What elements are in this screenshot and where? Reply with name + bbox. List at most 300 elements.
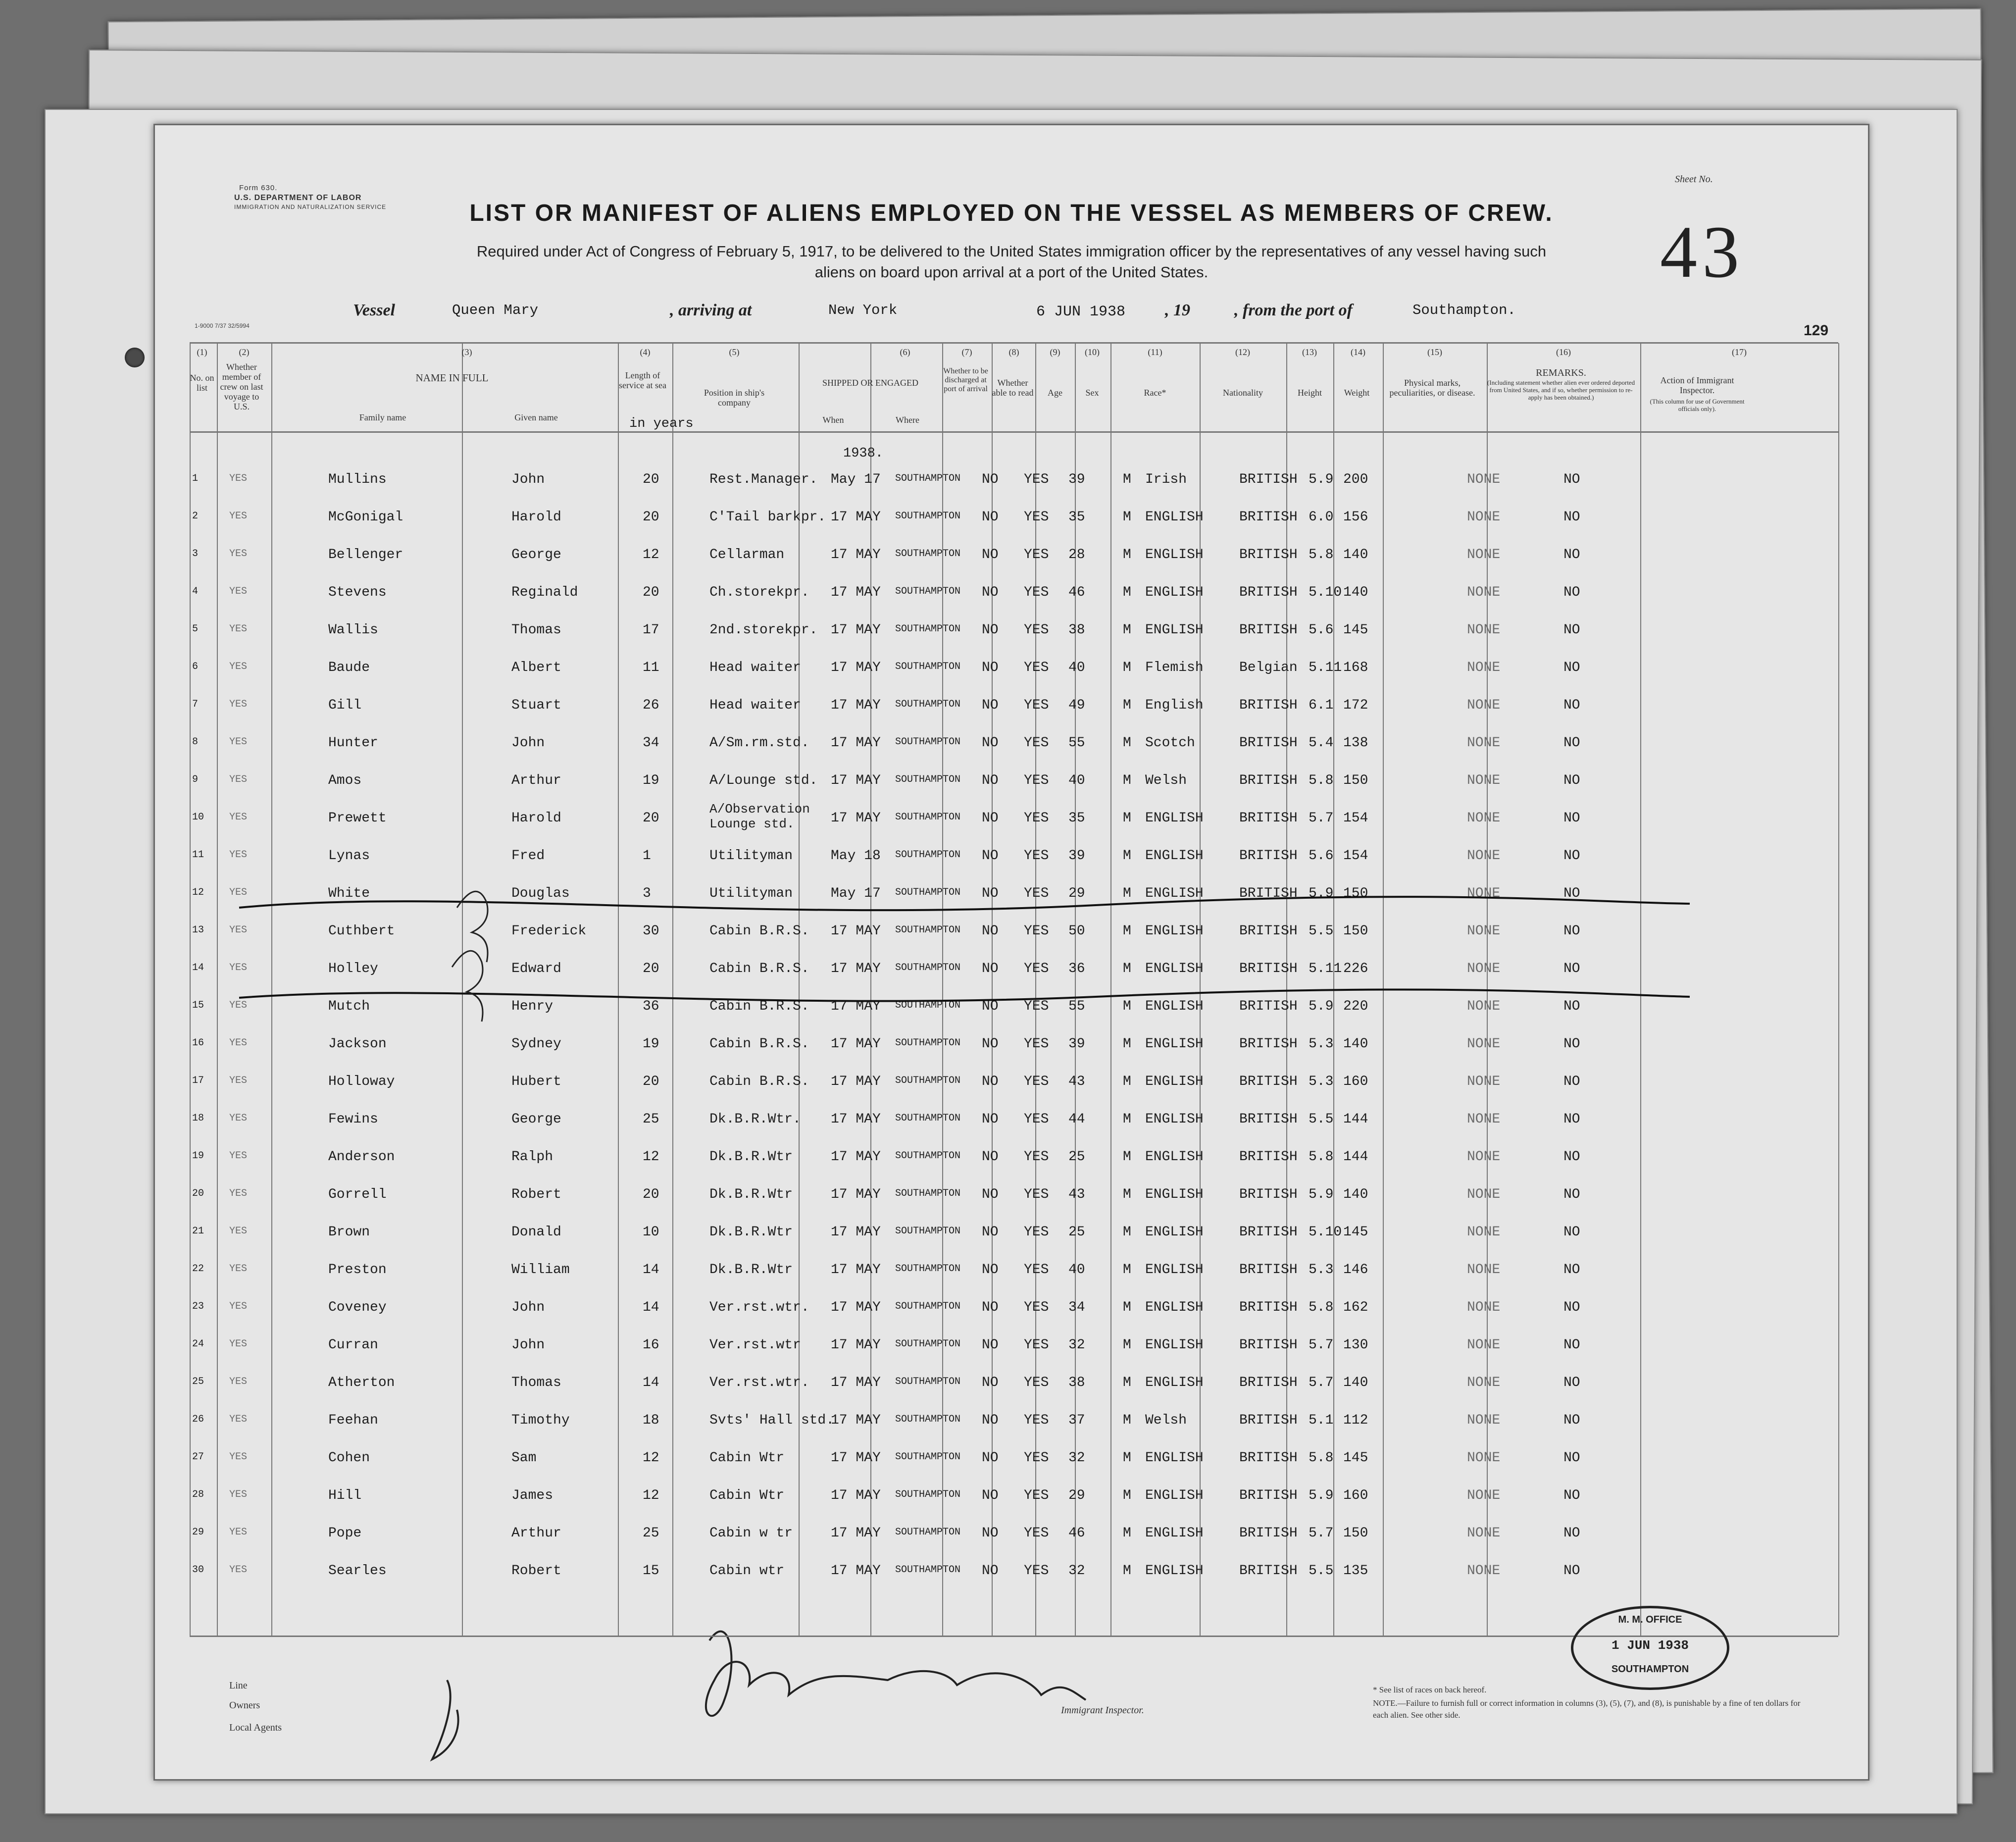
cell-row-number: 5 xyxy=(192,623,199,635)
cell-able-to-read: YES xyxy=(1024,1300,1049,1315)
cell-row-number: 23 xyxy=(192,1301,204,1312)
cell-physical-marks: NONE xyxy=(1467,1187,1501,1202)
cell-row-number: 16 xyxy=(192,1037,204,1049)
cell-family-name: Hunter xyxy=(328,735,378,751)
column-number: (17) xyxy=(1732,347,1747,357)
cell-able-to-read: YES xyxy=(1024,1225,1049,1240)
cell-able-to-read: YES xyxy=(1024,923,1049,939)
cell-length-of-service: 20 xyxy=(643,510,659,525)
cell-sex: M xyxy=(1123,1526,1131,1541)
cell-family-name: Cuthbert xyxy=(328,923,395,939)
cell-age: 43 xyxy=(1068,1074,1085,1089)
cell-discharged: NO xyxy=(982,773,999,788)
cell-nationality: BRITISH xyxy=(1239,1526,1298,1541)
cell-nationality: BRITISH xyxy=(1239,961,1298,976)
cell-able-to-read: YES xyxy=(1024,1563,1049,1579)
cell-position: Cabin wtr xyxy=(709,1563,785,1579)
cell-prev-voyage: YES xyxy=(229,887,248,898)
cell-remarks: NO xyxy=(1563,1225,1580,1240)
cell-prev-voyage: YES xyxy=(229,1150,248,1162)
cell-able-to-read: YES xyxy=(1024,1488,1049,1503)
col-header-family: Family name xyxy=(359,412,406,422)
cell-discharged: NO xyxy=(982,1300,999,1315)
cell-remarks: NO xyxy=(1563,999,1580,1014)
cell-height: 5.10 xyxy=(1309,1225,1342,1240)
cell-age: 40 xyxy=(1068,773,1085,788)
cell-able-to-read: YES xyxy=(1024,773,1049,788)
cell-position: A/Observation Lounge std. xyxy=(709,802,810,831)
col-header-no: No. on list xyxy=(190,373,214,393)
cell-height: 5.5 xyxy=(1309,1563,1334,1579)
cell-race: ENGLISH xyxy=(1145,547,1204,563)
footer-line-label: Line xyxy=(229,1680,248,1691)
stamp-top-text: M. M. OFFICE xyxy=(1618,1614,1682,1625)
cell-given-name: George xyxy=(511,547,561,563)
cell-weight: 168 xyxy=(1343,660,1368,675)
cell-discharged: NO xyxy=(982,1262,999,1278)
cell-family-name: McGonigal xyxy=(328,510,403,525)
cell-height: 5.11 xyxy=(1309,961,1342,976)
cell-length-of-service: 1 xyxy=(643,848,651,864)
cell-shipped-when: 17 MAY xyxy=(831,1375,881,1390)
cell-prev-voyage: YES xyxy=(229,623,248,635)
cell-shipped-where: SOUTHAMPTON xyxy=(895,473,961,484)
in-years-label: in years xyxy=(629,416,694,431)
cell-sex: M xyxy=(1123,1187,1131,1202)
cell-weight: 138 xyxy=(1343,735,1368,751)
cell-shipped-when: 17 MAY xyxy=(831,1300,881,1315)
cell-length-of-service: 12 xyxy=(643,547,659,563)
cell-remarks: NO xyxy=(1563,1187,1580,1202)
column-number: (16) xyxy=(1556,347,1571,357)
cell-shipped-where: SOUTHAMPTON xyxy=(895,1301,961,1312)
cell-able-to-read: YES xyxy=(1024,472,1049,487)
cell-remarks: NO xyxy=(1563,848,1580,864)
cell-given-name: Sydney xyxy=(511,1036,561,1052)
cell-age: 34 xyxy=(1068,1300,1085,1315)
cell-physical-marks: NONE xyxy=(1467,1413,1501,1428)
cell-able-to-read: YES xyxy=(1024,886,1049,901)
cell-age: 32 xyxy=(1068,1337,1085,1353)
cell-prev-voyage: YES xyxy=(229,1376,248,1387)
cell-row-number: 15 xyxy=(192,1000,204,1011)
cell-discharged: NO xyxy=(982,1337,999,1353)
cell-shipped-where: SOUTHAMPTON xyxy=(895,1376,961,1387)
cell-sex: M xyxy=(1123,735,1131,751)
cell-shipped-when: 17 MAY xyxy=(831,1036,881,1052)
cell-sex: M xyxy=(1123,1300,1131,1315)
col-header-action: Action of Immigrant Inspector. xyxy=(1660,375,1734,395)
office-stamp xyxy=(1571,1606,1729,1690)
cell-shipped-when: 17 MAY xyxy=(831,1262,881,1278)
cell-shipped-where: SOUTHAMPTON xyxy=(895,924,961,936)
cell-row-number: 27 xyxy=(192,1451,204,1463)
cell-race: ENGLISH xyxy=(1145,1563,1204,1579)
arriving-port: New York xyxy=(828,302,898,318)
cell-sex: M xyxy=(1123,660,1131,675)
subtitle-line: aliens on board upon arrival at a port of the United States. xyxy=(814,263,1209,281)
cell-length-of-service: 10 xyxy=(643,1225,659,1240)
cell-position: Cabin B.R.S. xyxy=(709,999,809,1014)
cell-shipped-when: May 18 xyxy=(831,848,881,864)
cell-remarks: NO xyxy=(1563,1262,1580,1278)
cell-weight: 140 xyxy=(1343,585,1368,600)
cell-prev-voyage: YES xyxy=(229,511,248,522)
cell-shipped-when: 17 MAY xyxy=(831,1563,881,1579)
cell-race: ENGLISH xyxy=(1145,1262,1204,1278)
cell-height: 5.8 xyxy=(1309,1300,1334,1315)
cell-able-to-read: YES xyxy=(1024,510,1049,525)
cell-physical-marks: NONE xyxy=(1467,1526,1501,1541)
cell-race: ENGLISH xyxy=(1145,848,1204,864)
cell-able-to-read: YES xyxy=(1024,1187,1049,1202)
cell-row-number: 4 xyxy=(192,586,199,597)
cell-shipped-where: SOUTHAMPTON xyxy=(895,1564,961,1576)
cell-sex: M xyxy=(1123,886,1131,901)
cell-nationality: BRITISH xyxy=(1239,1563,1298,1579)
cell-family-name: Preston xyxy=(328,1262,387,1278)
cell-height: 5.9 xyxy=(1309,886,1334,901)
cell-physical-marks: NONE xyxy=(1467,923,1501,939)
cell-remarks: NO xyxy=(1563,1488,1580,1503)
cell-remarks: NO xyxy=(1563,1149,1580,1165)
cell-physical-marks: NONE xyxy=(1467,1074,1501,1089)
cell-age: 44 xyxy=(1068,1112,1085,1127)
cell-discharged: NO xyxy=(982,1563,999,1579)
cell-nationality: BRITISH xyxy=(1239,1300,1298,1315)
col-header-length: Length of service at sea xyxy=(619,370,666,390)
cell-sex: M xyxy=(1123,773,1131,788)
cell-shipped-when: 17 MAY xyxy=(831,1187,881,1202)
cell-shipped-when: 17 MAY xyxy=(831,1225,881,1240)
cell-age: 50 xyxy=(1068,923,1085,939)
cell-position: Ver.rst.wtr. xyxy=(709,1300,809,1315)
cell-physical-marks: NONE xyxy=(1467,510,1501,525)
cell-shipped-when: May 17 xyxy=(831,886,881,901)
cell-family-name: Lynas xyxy=(328,848,370,864)
cell-given-name: Robert xyxy=(511,1187,561,1202)
cell-family-name: Mullins xyxy=(328,472,387,487)
cell-shipped-when: 17 MAY xyxy=(831,660,881,675)
column-number: (6) xyxy=(900,347,910,357)
cell-shipped-when: 17 MAY xyxy=(831,999,881,1014)
cell-age: 38 xyxy=(1068,1375,1085,1390)
cell-given-name: Timothy xyxy=(511,1413,570,1428)
cell-given-name: William xyxy=(511,1262,570,1278)
column-number: (2) xyxy=(239,347,250,357)
cell-length-of-service: 15 xyxy=(643,1563,659,1579)
cell-sex: M xyxy=(1123,622,1131,638)
cell-sex: M xyxy=(1123,811,1131,826)
cell-weight: 145 xyxy=(1343,1225,1368,1240)
cell-shipped-when: 17 MAY xyxy=(831,547,881,563)
cell-position: Head waiter xyxy=(709,698,801,713)
cell-given-name: Thomas xyxy=(511,1375,561,1390)
cell-length-of-service: 17 xyxy=(643,622,659,638)
cell-shipped-where: SOUTHAMPTON xyxy=(895,699,961,710)
cell-race: ENGLISH xyxy=(1145,1225,1204,1240)
cell-length-of-service: 20 xyxy=(643,472,659,487)
cell-physical-marks: NONE xyxy=(1467,1563,1501,1579)
cell-sex: M xyxy=(1123,1149,1131,1165)
cell-length-of-service: 30 xyxy=(643,923,659,939)
cell-remarks: NO xyxy=(1563,1375,1580,1390)
column-number: (7) xyxy=(961,347,972,357)
cell-position: Rest.Manager. xyxy=(709,472,818,487)
cell-shipped-when: 17 MAY xyxy=(831,585,881,600)
cell-family-name: Holloway xyxy=(328,1074,395,1089)
cell-height: 5.1 xyxy=(1309,1413,1334,1428)
cell-physical-marks: NONE xyxy=(1467,1036,1501,1052)
cell-prev-voyage: YES xyxy=(229,1564,248,1576)
cell-race: ENGLISH xyxy=(1145,1074,1204,1089)
inspector-label: Immigrant Inspector. xyxy=(1061,1705,1144,1716)
cell-discharged: NO xyxy=(982,622,999,638)
cell-nationality: BRITISH xyxy=(1239,1337,1298,1353)
cell-length-of-service: 20 xyxy=(643,585,659,600)
cell-family-name: Holley xyxy=(328,961,378,976)
cell-prev-voyage: YES xyxy=(229,1037,248,1049)
cell-race: Welsh xyxy=(1145,773,1187,788)
cell-length-of-service: 34 xyxy=(643,735,659,751)
cell-row-number: 24 xyxy=(192,1338,204,1350)
cell-physical-marks: NONE xyxy=(1467,472,1501,487)
cell-sex: M xyxy=(1123,999,1131,1014)
cell-discharged: NO xyxy=(982,999,999,1014)
cell-shipped-when: 17 MAY xyxy=(831,811,881,826)
cell-row-number: 8 xyxy=(192,736,199,748)
cell-weight: 226 xyxy=(1343,961,1368,976)
cell-remarks: NO xyxy=(1563,1300,1580,1315)
cell-race: Irish xyxy=(1145,472,1187,487)
cell-nationality: BRITISH xyxy=(1239,848,1298,864)
cell-race: English xyxy=(1145,698,1204,713)
cell-age: 37 xyxy=(1068,1413,1085,1428)
cell-family-name: Prewett xyxy=(328,811,387,826)
cell-remarks: NO xyxy=(1563,510,1580,525)
cell-age: 38 xyxy=(1068,622,1085,638)
cell-physical-marks: NONE xyxy=(1467,999,1501,1014)
cell-age: 40 xyxy=(1068,1262,1085,1278)
cell-height: 5.8 xyxy=(1309,773,1334,788)
cell-shipped-when: 17 MAY xyxy=(831,735,881,751)
cell-given-name: John xyxy=(511,1300,545,1315)
cell-age: 39 xyxy=(1068,1036,1085,1052)
cell-position: Cellarman xyxy=(709,547,785,563)
cell-length-of-service: 25 xyxy=(643,1526,659,1541)
cell-physical-marks: NONE xyxy=(1467,1112,1501,1127)
cell-discharged: NO xyxy=(982,1450,999,1466)
agent-signature xyxy=(432,1680,458,1759)
cell-family-name: Gill xyxy=(328,698,362,713)
cell-family-name: White xyxy=(328,886,370,901)
cell-physical-marks: NONE xyxy=(1467,848,1501,864)
cell-shipped-where: SOUTHAMPTON xyxy=(895,812,961,823)
cell-given-name: John xyxy=(511,735,545,751)
cell-age: 46 xyxy=(1068,1526,1085,1541)
cell-nationality: BRITISH xyxy=(1239,773,1298,788)
cell-age: 35 xyxy=(1068,811,1085,826)
column-number: (15) xyxy=(1427,347,1442,357)
cell-given-name: Ralph xyxy=(511,1149,554,1165)
col-header-shipped: SHIPPED OR ENGAGED xyxy=(822,378,918,388)
cell-weight: 146 xyxy=(1343,1262,1368,1278)
cell-sex: M xyxy=(1123,698,1131,713)
cell-position: Cabin Wtr xyxy=(709,1450,785,1466)
cell-able-to-read: YES xyxy=(1024,547,1049,563)
cell-weight: 145 xyxy=(1343,1450,1368,1466)
cell-position: 2nd.storekpr. xyxy=(709,622,818,638)
cell-able-to-read: YES xyxy=(1024,1450,1049,1466)
cell-weight: 156 xyxy=(1343,510,1368,525)
cell-remarks: NO xyxy=(1563,622,1580,638)
cell-position: Cabin Wtr xyxy=(709,1488,785,1503)
handwritten-sheet-number: 43 xyxy=(1660,211,1744,293)
cell-remarks: NO xyxy=(1563,1450,1580,1466)
cell-weight: 162 xyxy=(1343,1300,1368,1315)
strikethrough-marks xyxy=(155,125,1868,1779)
cell-prev-voyage: YES xyxy=(229,962,248,973)
cell-position: Dk.B.R.Wtr xyxy=(709,1225,793,1240)
cell-length-of-service: 19 xyxy=(643,1036,659,1052)
cell-discharged: NO xyxy=(982,1375,999,1390)
cell-prev-voyage: YES xyxy=(229,1338,248,1350)
cell-length-of-service: 12 xyxy=(643,1450,659,1466)
cell-given-name: Douglas xyxy=(511,886,570,901)
subtitle-line: Required under Act of Congress of February 5, 1917, to be delivered to the United States immigration officer by the representatives of any vessel having such xyxy=(476,243,1547,260)
manifest-title: LIST OR MANIFEST OF ALIENS EMPLOYED ON THE VESSEL AS MEMBERS OF CREW. xyxy=(469,200,1554,226)
from-port-label: , from the port of xyxy=(1234,301,1353,319)
cell-sex: M xyxy=(1123,1112,1131,1127)
cell-prev-voyage: YES xyxy=(229,548,248,560)
cell-discharged: NO xyxy=(982,585,999,600)
cell-remarks: NO xyxy=(1563,1337,1580,1353)
vessel-name: Queen Mary xyxy=(452,302,539,318)
col-header-sex: Sex xyxy=(1085,388,1099,398)
col-header-member: Whether member of crew on last voyage to U.S. xyxy=(220,362,263,411)
cell-weight: 172 xyxy=(1343,698,1368,713)
cell-discharged: NO xyxy=(982,735,999,751)
cell-given-name: Fred xyxy=(511,848,545,864)
cell-row-number: 1 xyxy=(192,473,199,484)
cell-physical-marks: NONE xyxy=(1467,961,1501,976)
cell-height: 5.7 xyxy=(1309,1526,1334,1541)
cell-height: 5.3 xyxy=(1309,1262,1334,1278)
cell-age: 55 xyxy=(1068,735,1085,751)
cell-remarks: NO xyxy=(1563,660,1580,675)
cell-physical-marks: NONE xyxy=(1467,811,1501,826)
cell-remarks: NO xyxy=(1563,811,1580,826)
cell-row-number: 14 xyxy=(192,962,204,973)
cell-given-name: Frederick xyxy=(511,923,587,939)
cell-given-name: John xyxy=(511,472,545,487)
cell-weight: 144 xyxy=(1343,1149,1368,1165)
cell-prev-voyage: YES xyxy=(229,1188,248,1199)
cell-prev-voyage: YES xyxy=(229,661,248,672)
cell-family-name: Cohen xyxy=(328,1450,370,1466)
cell-shipped-where: SOUTHAMPTON xyxy=(895,1113,961,1124)
cell-prev-voyage: YES xyxy=(229,774,248,785)
cell-length-of-service: 11 xyxy=(643,660,659,675)
cell-shipped-when: 17 MAY xyxy=(831,1450,881,1466)
cell-row-number: 22 xyxy=(192,1263,204,1275)
cell-sex: M xyxy=(1123,961,1131,976)
cell-position: Utilityman xyxy=(709,886,793,901)
cell-race: ENGLISH xyxy=(1145,923,1204,939)
cell-nationality: BRITISH xyxy=(1239,472,1298,487)
cell-weight: 150 xyxy=(1343,886,1368,901)
cell-nationality: BRITISH xyxy=(1239,735,1298,751)
cell-prev-voyage: YES xyxy=(229,1527,248,1538)
cell-remarks: NO xyxy=(1563,886,1580,901)
cell-nationality: BRITISH xyxy=(1239,923,1298,939)
cell-length-of-service: 20 xyxy=(643,1074,659,1089)
cell-prev-voyage: YES xyxy=(229,812,248,823)
cell-sex: M xyxy=(1123,1375,1131,1390)
cell-shipped-where: SOUTHAMPTON xyxy=(895,1000,961,1011)
cell-row-number: 30 xyxy=(192,1564,204,1576)
cell-shipped-when: 17 MAY xyxy=(831,773,881,788)
cell-discharged: NO xyxy=(982,1149,999,1165)
cell-family-name: Baude xyxy=(328,660,370,675)
col-header-nationality: Nationality xyxy=(1223,388,1263,398)
cell-shipped-where: SOUTHAMPTON xyxy=(895,849,961,861)
cell-row-number: 18 xyxy=(192,1113,204,1124)
cell-race: ENGLISH xyxy=(1145,1149,1204,1165)
cell-nationality: BRITISH xyxy=(1239,1149,1298,1165)
cell-given-name: John xyxy=(511,1337,545,1353)
cell-length-of-service: 26 xyxy=(643,698,659,713)
cell-position: Head waiter xyxy=(709,660,801,675)
cell-family-name: Gorrell xyxy=(328,1187,387,1202)
cell-race: ENGLISH xyxy=(1145,886,1204,901)
cell-position: C'Tail barkpr. xyxy=(709,510,826,525)
cell-physical-marks: NONE xyxy=(1467,1262,1501,1278)
cell-age: 29 xyxy=(1068,886,1085,901)
cell-remarks: NO xyxy=(1563,1074,1580,1089)
col-header-action-note: (This column for use of Government officials only). xyxy=(1650,398,1745,412)
cell-position: A/Sm.rm.std. xyxy=(709,735,809,751)
cell-family-name: Bellenger xyxy=(328,547,403,563)
col-header-remarks: REMARKS. xyxy=(1536,367,1586,378)
cell-nationality: BRITISH xyxy=(1239,1112,1298,1127)
cell-row-number: 9 xyxy=(192,774,199,785)
cell-race: ENGLISH xyxy=(1145,1375,1204,1390)
cell-age: 25 xyxy=(1068,1225,1085,1240)
cell-given-name: Albert xyxy=(511,660,561,675)
cell-physical-marks: NONE xyxy=(1467,886,1501,901)
cell-able-to-read: YES xyxy=(1024,698,1049,713)
cell-discharged: NO xyxy=(982,698,999,713)
cell-shipped-when: 17 MAY xyxy=(831,510,881,525)
footer-agents-label: Local Agents xyxy=(229,1722,282,1733)
col-header-height: Height xyxy=(1298,388,1322,398)
cell-position: Dk.B.R.Wtr xyxy=(709,1187,793,1202)
cell-race: ENGLISH xyxy=(1145,999,1204,1014)
cell-shipped-where: SOUTHAMPTON xyxy=(895,1489,961,1500)
cell-shipped-where: SOUTHAMPTON xyxy=(895,1527,961,1538)
cell-race: Flemish xyxy=(1145,660,1204,675)
cell-shipped-where: SOUTHAMPTON xyxy=(895,774,961,785)
cell-nationality: BRITISH xyxy=(1239,999,1298,1014)
cell-given-name: Edward xyxy=(511,961,561,976)
cell-physical-marks: NONE xyxy=(1467,660,1501,675)
cell-row-number: 7 xyxy=(192,699,199,710)
page-number: 129 xyxy=(1804,322,1829,339)
col-header-remarks-note: (Including statement whether alien ever ordered deported from United States, and if so, whether permission to re-apply has been obtained.) xyxy=(1487,379,1635,401)
inspector-signature xyxy=(706,1632,1086,1716)
cell-nationality: BRITISH xyxy=(1239,622,1298,638)
